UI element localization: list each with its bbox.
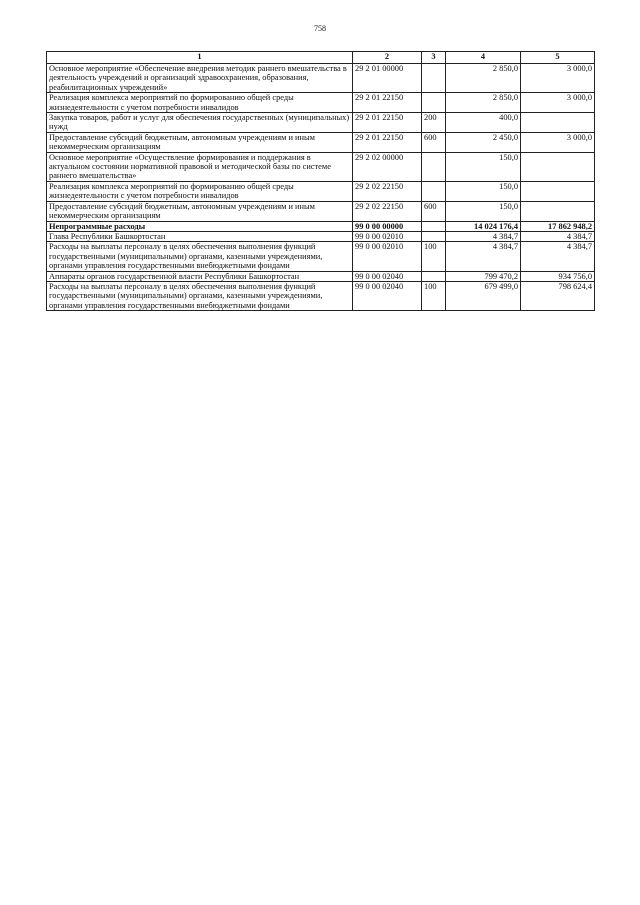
- name-cell: Предоставление субсидий бюджетным, автономным учреждениям и иным некоммерческим организациям: [47, 201, 353, 221]
- amount-year1-cell: 14 024 176,4: [446, 221, 521, 231]
- amount-year2-cell: 3 000,0: [521, 132, 595, 152]
- table-row: [47, 271, 595, 281]
- name-cell: Реализация комплекса мероприятий по формированию общей среды жизнедеятельности с учетом потребности инвалидов: [47, 181, 353, 201]
- table-row: [47, 201, 595, 221]
- header-cell-4: 4: [446, 52, 521, 64]
- name-cell: Реализация комплекса мероприятий по формированию общей среды жизнедеятельности с учетом потребности инвалидов: [47, 93, 353, 113]
- amount-year1-cell: 150,0: [446, 152, 521, 181]
- amount-year2-cell: 17 862 948,2: [521, 221, 595, 231]
- expense-type-cell: 100: [422, 242, 446, 271]
- expense-type-cell: [422, 64, 446, 93]
- header-cell-2: 2: [353, 52, 422, 64]
- code-cell: 29 2 01 22150: [353, 113, 422, 133]
- name-cell: Предоставление субсидий бюджетным, автономным учреждениям и иным некоммерческим организациям: [47, 132, 353, 152]
- table-row: [47, 132, 595, 152]
- amount-year2-cell: [521, 201, 595, 221]
- expense-type-cell: [422, 93, 446, 113]
- name-cell: Расходы на выплаты персоналу в целях обеспечения выполнения функций государственными (муниципальными) органами, казенными учреждениями, органами управления государственными внебюджетными фондами: [47, 242, 353, 271]
- amount-year1-cell: 679 499,0: [446, 281, 521, 310]
- expense-type-cell: 200: [422, 113, 446, 133]
- amount-year2-cell: 3 000,0: [521, 93, 595, 113]
- code-cell: 29 2 02 22150: [353, 181, 422, 201]
- code-cell: 99 0 00 02040: [353, 281, 422, 310]
- expense-type-cell: 100: [422, 281, 446, 310]
- amount-year1-cell: 4 384,7: [446, 231, 521, 241]
- amount-year1-cell: 150,0: [446, 181, 521, 201]
- amount-year2-cell: [521, 181, 595, 201]
- header-cell-3: 3: [422, 52, 446, 64]
- amount-year2-cell: 4 384,7: [521, 231, 595, 241]
- table-row: [47, 242, 595, 271]
- table-row: [47, 152, 595, 181]
- expense-type-cell: [422, 181, 446, 201]
- code-cell: 29 2 02 22150: [353, 201, 422, 221]
- amount-year1-cell: 2 850,0: [446, 64, 521, 93]
- table-row: [47, 64, 595, 93]
- amount-year2-cell: 4 384,7: [521, 242, 595, 271]
- code-cell: 29 2 01 22150: [353, 93, 422, 113]
- table-row: [47, 281, 595, 310]
- amount-year2-cell: 934 756,0: [521, 271, 595, 281]
- name-cell: Непрограммные расходы: [47, 221, 353, 231]
- code-cell: 29 2 01 00000: [353, 64, 422, 93]
- code-cell: 29 2 02 00000: [353, 152, 422, 181]
- amount-year1-cell: 2 850,0: [446, 93, 521, 113]
- name-cell: Глава Республики Башкортостан: [47, 231, 353, 241]
- header-cell-1: 1: [47, 52, 353, 64]
- expense-type-cell: [422, 152, 446, 181]
- header-row: [47, 52, 595, 64]
- amount-year1-cell: 400,0: [446, 113, 521, 133]
- expense-type-cell: [422, 271, 446, 281]
- page-number: 758: [314, 24, 326, 33]
- expense-type-cell: [422, 221, 446, 231]
- name-cell: Закупка товаров, работ и услуг для обеспечения государственных (муниципальных) нужд: [47, 113, 353, 133]
- table-row: [47, 221, 595, 231]
- code-cell: 99 0 00 02010: [353, 231, 422, 241]
- name-cell: Основное мероприятие «Обеспечение внедрения методик раннего вмешательства в деятельность учреждений и организаций здравоохранения, образования, реабилитационных учреждений»: [47, 64, 353, 93]
- table-row: [47, 231, 595, 241]
- amount-year1-cell: 2 450,0: [446, 132, 521, 152]
- table-row: [47, 93, 595, 113]
- amount-year1-cell: 4 384,7: [446, 242, 521, 271]
- table-body: [47, 64, 595, 311]
- amount-year2-cell: [521, 113, 595, 133]
- code-cell: 99 0 00 00000: [353, 221, 422, 231]
- code-cell: 29 2 01 22150: [353, 132, 422, 152]
- amount-year2-cell: 798 624,4: [521, 281, 595, 310]
- name-cell: Аппараты органов государственной власти Республики Башкортостан: [47, 271, 353, 281]
- code-cell: 99 0 00 02010: [353, 242, 422, 271]
- expense-type-cell: 600: [422, 132, 446, 152]
- expense-type-cell: 600: [422, 201, 446, 221]
- name-cell: Основное мероприятие «Осуществление формирования и поддержания в актуальном состоянии нормативной правовой и методической базы по системе раннего вмешательства»: [47, 152, 353, 181]
- name-cell: Расходы на выплаты персоналу в целях обеспечения выполнения функций государственными (муниципальными) органами, казенными учреждениями, органами управления государственными внебюджетными фондами: [47, 281, 353, 310]
- amount-year1-cell: 799 470,2: [446, 271, 521, 281]
- amount-year1-cell: 150,0: [446, 201, 521, 221]
- budget-table: [46, 51, 595, 311]
- amount-year2-cell: [521, 152, 595, 181]
- amount-year2-cell: 3 000,0: [521, 64, 595, 93]
- code-cell: 99 0 00 02040: [353, 271, 422, 281]
- expense-type-cell: [422, 231, 446, 241]
- table-row: [47, 181, 595, 201]
- header-cell-5: 5: [521, 52, 595, 64]
- table-row: [47, 113, 595, 133]
